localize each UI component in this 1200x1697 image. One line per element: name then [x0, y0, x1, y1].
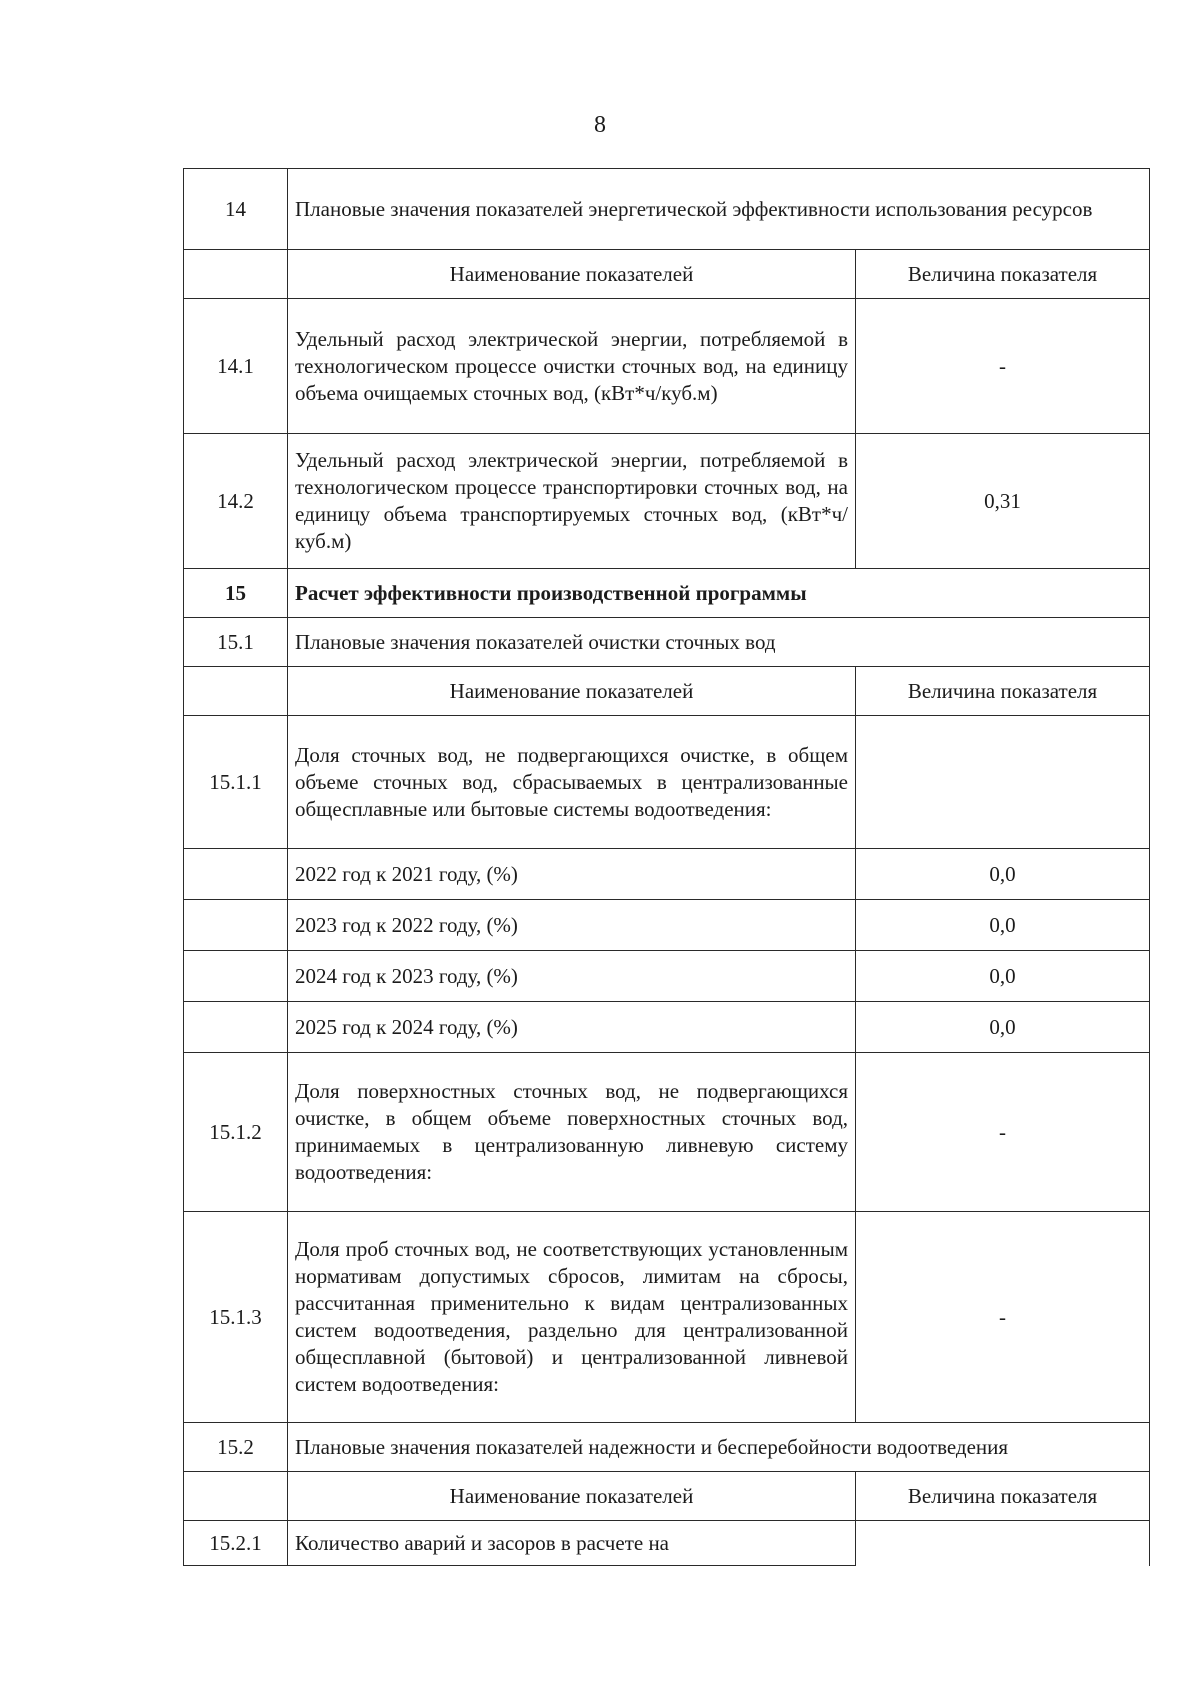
indicators-table [183, 168, 1150, 1566]
row-number: 15.1.3 [184, 1212, 288, 1423]
year-value: 0,0 [856, 900, 1150, 951]
row-number: 15.1 [184, 618, 288, 667]
row-number-empty [184, 849, 288, 900]
row-number: 15.2 [184, 1423, 288, 1472]
table-row [184, 299, 1150, 434]
indicator-value: - [856, 299, 1150, 434]
row-number-empty [184, 1472, 288, 1521]
table-row [184, 951, 1150, 1002]
table-row [184, 169, 1150, 250]
column-header-value: Величина показателя [856, 250, 1150, 299]
row-number: 15.1.1 [184, 716, 288, 849]
table-header-row [184, 1472, 1150, 1521]
row-number: 15.1.2 [184, 1053, 288, 1212]
table-row [184, 716, 1150, 849]
indicator-name: Удельный расход электрической энергии, потребляемой в технологическом процессе очистки сточных вод, на единицу объема очищаемых сточных вод, (кВт*ч/куб.м) [288, 299, 856, 434]
table-row [184, 1521, 1150, 1566]
table-header-row [184, 667, 1150, 716]
table-row [184, 618, 1150, 667]
indicator-name: Доля поверхностных сточных вод, не подвергающихся очистке, в общем объеме поверхностных сточных вод, принимаемых в централизованную ливневую систему водоотведения: [288, 1053, 856, 1212]
table-row [184, 434, 1150, 569]
section-heading: Плановые значения показателей энергетической эффективности использования ресурсов [288, 169, 1150, 250]
year-label: 2024 год к 2023 году, (%) [288, 951, 856, 1002]
indicator-name: Удельный расход электрической энергии, потребляемой в технологическом процессе транспортировки сточных вод, на единицу объема транспортируемых сточных вод, (кВт*ч/куб.м) [288, 434, 856, 569]
row-number-empty [184, 1002, 288, 1053]
indicator-value-empty [856, 716, 1150, 849]
row-number-empty [184, 900, 288, 951]
table-header-row [184, 250, 1150, 299]
row-number: 14 [184, 169, 288, 250]
indicator-value: - [856, 1053, 1150, 1212]
row-number: 14.1 [184, 299, 288, 434]
year-label: 2022 год к 2021 году, (%) [288, 849, 856, 900]
table-row [184, 1423, 1150, 1472]
year-value: 0,0 [856, 951, 1150, 1002]
indicator-name: Количество аварий и засоров в расчете на [288, 1521, 856, 1566]
year-value: 0,0 [856, 1002, 1150, 1053]
table-row [184, 1212, 1150, 1423]
table-row [184, 569, 1150, 618]
indicator-name: Доля проб сточных вод, не соответствующих установленным нормативам допустимых сбросов, лимитам на сбросы, рассчитанная применительно к видам централизованных систем водоотведения, раздельно для централизованной общесплавной (бытовой) и централизованной ливневой систем водоотведения: [288, 1212, 856, 1423]
section-heading: Плановые значения показателей очистки сточных вод [288, 618, 1150, 667]
year-label: 2023 год к 2022 году, (%) [288, 900, 856, 951]
indicator-value-empty [856, 1521, 1150, 1566]
row-number-empty [184, 250, 288, 299]
table-row [184, 849, 1150, 900]
indicator-value: 0,31 [856, 434, 1150, 569]
column-header-value: Величина показателя [856, 1472, 1150, 1521]
year-value: 0,0 [856, 849, 1150, 900]
section-heading: Плановые значения показателей надежности и бесперебойности водоотведения [288, 1423, 1150, 1472]
row-number: 15.2.1 [184, 1521, 288, 1566]
row-number-empty [184, 667, 288, 716]
indicator-value: - [856, 1212, 1150, 1423]
table-row [184, 900, 1150, 951]
row-number-empty [184, 951, 288, 1002]
section-heading: Расчет эффективности производственной программы [288, 569, 1150, 618]
table-row [184, 1053, 1150, 1212]
column-header-name: Наименование показателей [288, 250, 856, 299]
column-header-name: Наименование показателей [288, 1472, 856, 1521]
indicator-name: Доля сточных вод, не подвергающихся очистке, в общем объеме сточных вод, сбрасываемых в централизованные общесплавные или бытовые системы водоотведения: [288, 716, 856, 849]
year-label: 2025 год к 2024 году, (%) [288, 1002, 856, 1053]
column-header-name: Наименование показателей [288, 667, 856, 716]
page-number: 8 [594, 112, 606, 138]
column-header-value: Величина показателя [856, 667, 1150, 716]
table-row [184, 1002, 1150, 1053]
row-number: 14.2 [184, 434, 288, 569]
row-number: 15 [184, 569, 288, 618]
